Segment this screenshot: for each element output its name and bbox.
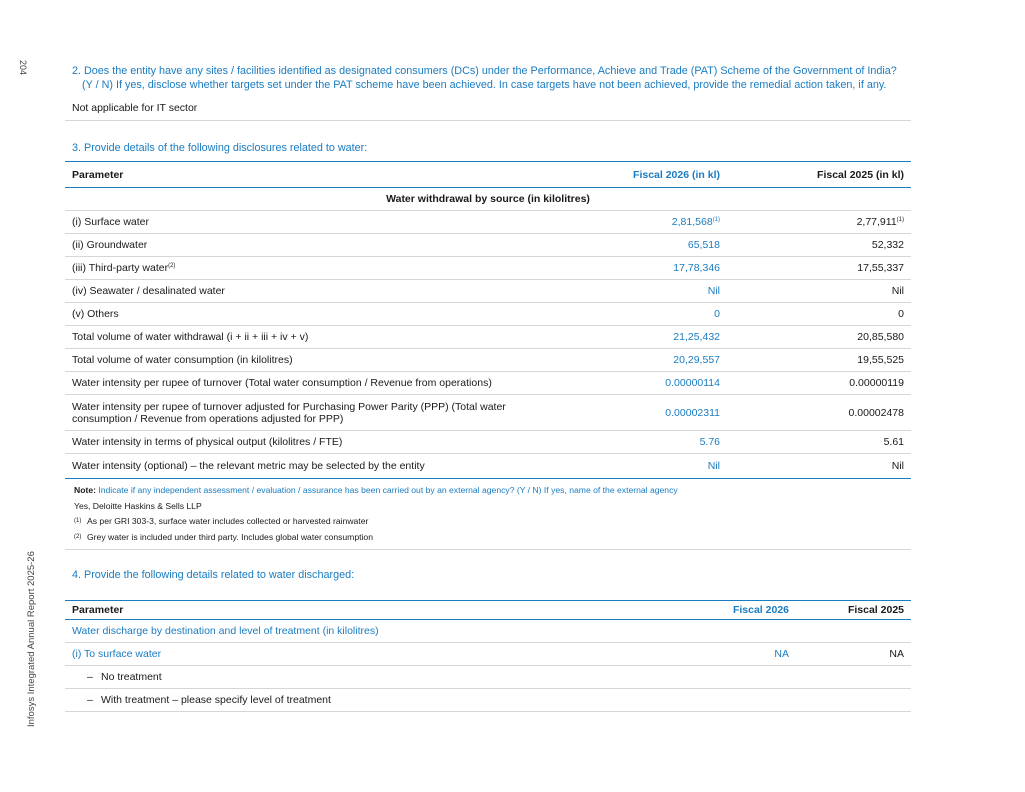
note-line — [74, 483, 902, 499]
water-discharge-table — [65, 600, 911, 712]
table-row — [65, 326, 911, 349]
row-fy25: 20,85,580 — [727, 326, 911, 349]
row-fy26: 65,518 — [545, 234, 727, 257]
page-content — [65, 64, 911, 712]
note-text: Indicate if any independent assessment / evaluation / assurance has been carried out by an external agency? (Y / N) If yes, name of the external agency — [98, 485, 678, 495]
question-2-line-2: (Y / N) If yes, disclose whether targets set under the PAT scheme have been achieved. In case targets have not been achieved, provide the remedial action taken, if any. — [82, 79, 887, 91]
table-row — [65, 666, 911, 689]
footnote-1: (1) As per GRI 303-3, surface water includes collected or harvested rainwater — [74, 516, 369, 526]
table-row — [65, 234, 911, 257]
row-fy25: 5.61 — [727, 431, 911, 454]
table-row — [65, 689, 911, 712]
table-subheader-row — [65, 620, 911, 643]
footnote-mark: (1) — [896, 217, 904, 223]
footnote-2: (2) Grey water is included under third party. Includes global water consumption — [74, 531, 373, 542]
row-param: – No treatment — [65, 666, 665, 689]
row-fy25: 0 — [727, 303, 911, 326]
row-fy26: 0 — [545, 303, 727, 326]
table-row — [65, 211, 911, 234]
table-header-row — [65, 162, 911, 188]
table-row — [65, 395, 911, 431]
question-2 — [65, 64, 911, 92]
row-param: (iv) Seawater / desalinated water — [65, 280, 545, 303]
row-fy26 — [665, 666, 796, 689]
row-param: Total volume of water withdrawal (i + ii + iii + iv + v) — [65, 326, 545, 349]
row-fy25: 0.00002478 — [727, 395, 911, 431]
row-param: – With treatment – please specify level of treatment — [65, 689, 665, 712]
row-param: Water intensity per rupee of turnover adjusted for Purchasing Power Parity (PPP) (Total water consumption / Revenue from operations adjusted for PPP) — [65, 395, 545, 431]
table-row — [65, 257, 911, 280]
row-fy26: Nil — [707, 460, 720, 472]
row-fy25: Nil — [727, 280, 911, 303]
row-fy26: 5.76 — [545, 431, 727, 454]
question-2-answer: Not applicable for IT sector — [65, 92, 911, 121]
question-4-title: 4. Provide the following details related to water discharged: — [72, 569, 355, 581]
table-row — [65, 454, 911, 479]
table-row — [65, 643, 911, 666]
row-param: Water intensity (optional) – the relevant metric may be selected by the entity — [72, 460, 425, 472]
row-fy25: 0.00000119 — [727, 372, 911, 395]
row-param: Water intensity in terms of physical output (kilolitres / FTE) — [65, 431, 545, 454]
row-param: (i) Surface water — [65, 211, 545, 234]
question-2-line-1: 2. Does the entity have any sites / facilities identified as designated consumers (DCs) under the Performance, Achieve and Trade (PAT) Scheme of the Government of India? — [72, 65, 897, 77]
row-fy26 — [665, 689, 796, 712]
table-row — [65, 280, 911, 303]
row-fy26: 2,81,568$^{(1)}$ — [545, 211, 727, 234]
row-param: (v) Others — [65, 303, 545, 326]
header-fiscal-2026: Fiscal 2026 (in kl) — [545, 162, 727, 188]
row-fy26: 0.00000114 — [545, 372, 727, 395]
row-fy26: NA — [665, 643, 796, 666]
table-header-row — [65, 601, 911, 620]
row-fy26: 0.00002311 — [545, 395, 727, 431]
subheader-discharge: Water discharge by destination and level of treatment (in kilolitres) — [65, 620, 911, 643]
table-row — [65, 372, 911, 395]
note-answer: Yes, Deloitte Haskins & Sells LLP — [74, 500, 202, 511]
row-param: (iii) Third-party water$^{(2)}$ — [65, 257, 545, 280]
header-fiscal-2026: Fiscal 2026 — [665, 601, 796, 620]
table-row — [65, 431, 911, 454]
report-side-title: Infosys Integrated Annual Report 2025-26 — [26, 551, 37, 727]
header-fiscal-2025: Fiscal 2025 (in kl) — [727, 162, 911, 188]
row-param: (i) To surface water — [65, 643, 665, 666]
row-fy25: 2,77,911$^{(1)}$ — [727, 211, 911, 234]
footnote-mark: (1) — [712, 217, 720, 223]
row-fy25 — [796, 666, 911, 689]
subheader-withdrawal: Water withdrawal by source (in kilolitres) — [65, 188, 911, 211]
notes-block — [65, 479, 911, 550]
row-fy26: 17,78,346 — [545, 257, 727, 280]
question-3-title: 3. Provide details of the following disclosures related to water: — [72, 142, 368, 154]
row-fy25: NA — [796, 643, 911, 666]
note-label: Note: — [74, 485, 96, 495]
row-fy26: 20,29,557 — [545, 349, 727, 372]
header-fiscal-2025: Fiscal 2025 — [796, 601, 911, 620]
row-param: Total volume of water consumption (in kilolitres) — [65, 349, 545, 372]
row-fy26: Nil — [545, 280, 727, 303]
row-param: Water intensity per rupee of turnover (Total water consumption / Revenue from operations) — [65, 372, 545, 395]
row-param: (ii) Groundwater — [65, 234, 545, 257]
table-subheader-row — [65, 188, 911, 211]
footnote-mark: (2) — [168, 263, 176, 269]
page-number: 204 — [18, 60, 28, 76]
table-row — [65, 349, 911, 372]
row-fy25 — [796, 689, 911, 712]
row-fy26: 21,25,432 — [545, 326, 727, 349]
row-fy25: Nil — [891, 460, 904, 472]
row-fy25: 17,55,337 — [727, 257, 911, 280]
water-withdrawal-table — [65, 161, 911, 479]
header-parameter: Parameter — [65, 601, 665, 620]
row-fy25: 19,55,525 — [727, 349, 911, 372]
header-parameter: Parameter — [65, 162, 545, 188]
row-fy25: 52,332 — [727, 234, 911, 257]
table-row — [65, 303, 911, 326]
